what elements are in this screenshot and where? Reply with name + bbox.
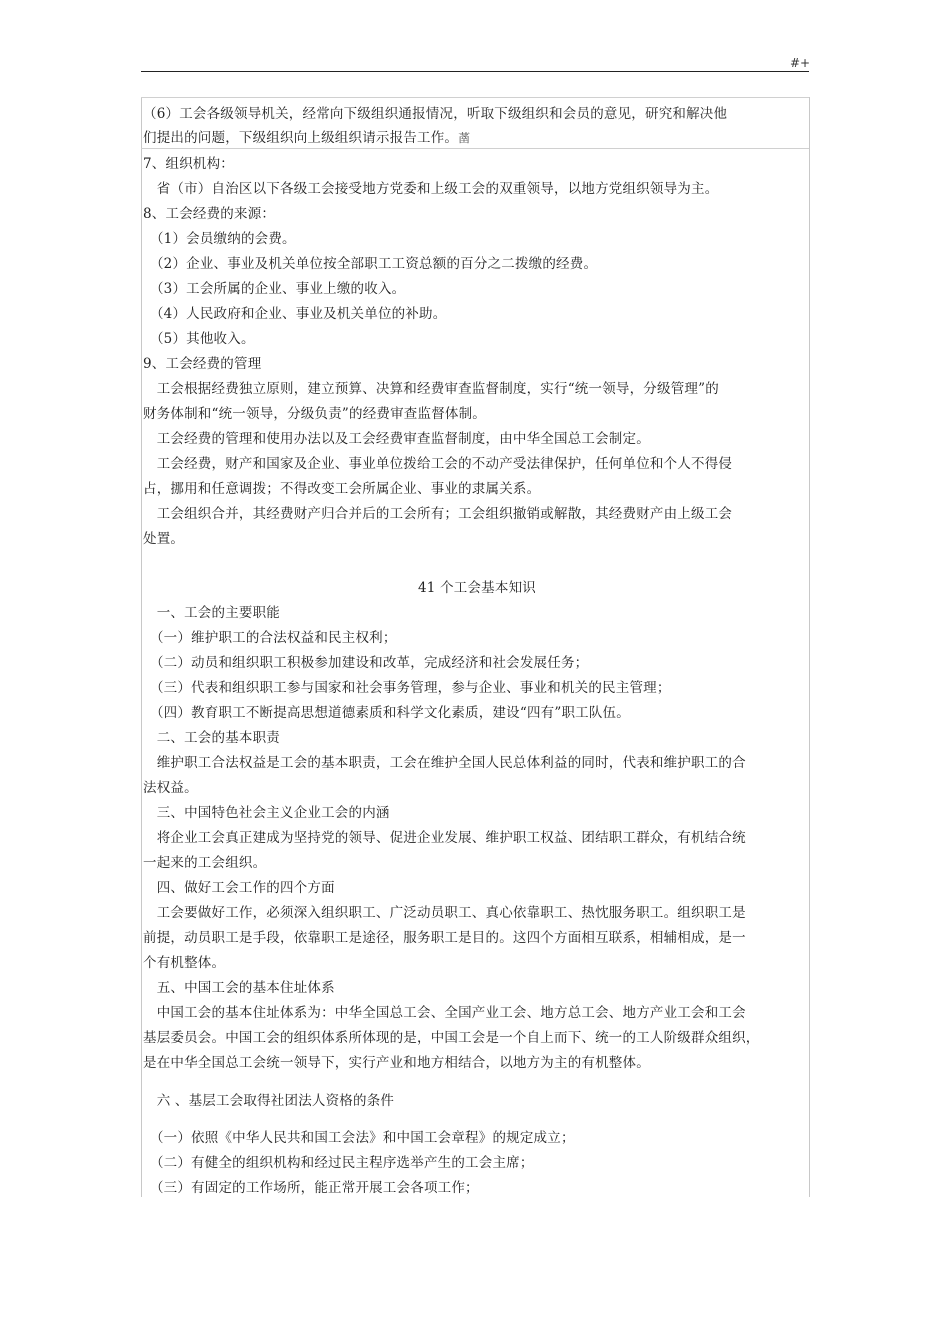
text-line: 一起来的工会组织。	[143, 855, 267, 871]
section-heading: 三、中国特色社会主义企业工会的内涵	[143, 805, 390, 821]
text-line: 中国工会的基本住址体系为：中华全国总工会、全国产业工会、地方总工会、地方产业工会和工会	[143, 1005, 746, 1021]
text-line: 工会经费，财产和国家及企业、事业单位拨给工会的不动产受法律保护，任何单位和个人不得侵	[143, 456, 733, 472]
top-border-line	[141, 97, 809, 98]
list-item: （4）人民政府和企业、事业及机关单位的补助。	[143, 306, 447, 322]
list-item: （1）会员缴纳的会费。	[143, 231, 296, 247]
list-item: （二）有健全的组织机构和经过民主程序选举产生的工会主席；	[143, 1155, 534, 1171]
section-heading: 7、组织机构：	[143, 156, 234, 172]
text-line: 工会组织合并，其经费财产归合并后的工会所有；工会组织撤销或解散，其经费财产由上级工会	[143, 506, 733, 522]
text-line: 是在中华全国总工会统一领导下，实行产业和地方相结合，以地方为主的有机整体。	[143, 1055, 650, 1071]
header-mark: #+	[790, 56, 811, 70]
list-item: （一）依照《中华人民共和国工会法》和中国工会章程》的规定成立；	[143, 1130, 575, 1146]
text-line: 财务体制和“统一领导，分级负责”的经费审查监督体制。	[143, 406, 487, 422]
text-line: 将企业工会真正建成为坚持党的领导、促进企业发展、维护职工权益、团结职工群众，有机结合统	[143, 830, 746, 846]
list-item: （三）代表和组织职工参与国家和社会事务管理，参与企业、事业和机关的民主管理；	[143, 680, 671, 696]
inline-mark-icon: 䓿	[458, 131, 471, 145]
text-line: 们提出的问题，下级组织向上级组织请示报告工作。䓿	[143, 130, 471, 146]
list-item: （2）企业、事业及机关单位按全部职工工资总额的百分之二拨缴的经费。	[143, 256, 598, 272]
text-line: 工会根据经费独立原则，建立预算、决算和经费审查监督制度，实行“统一领导，分级管理”的	[143, 381, 719, 397]
text-line: 省（市）自治区以下各级工会接受地方党委和上级工会的双重领导，以地方党组织领导为主。	[143, 181, 719, 197]
list-item: （3）工会所属的企业、事业上缴的收入。	[143, 281, 406, 297]
left-border-line	[141, 97, 142, 1197]
text-line: 处置。	[143, 531, 185, 547]
list-item: （二）动员和组织职工积极参加建设和改革，完成经济和社会发展任务；	[143, 655, 589, 671]
section-title: 41 个工会基本知识	[418, 580, 536, 596]
section-heading: 一、工会的主要职能	[143, 605, 280, 621]
list-item: （四）教育职工不断提高思想道德素质和科学文化素质，建设“四有”职工队伍。	[143, 705, 630, 721]
list-item: （5）其他收入。	[143, 331, 255, 347]
header-rule	[141, 71, 809, 72]
text-line: 维护职工合法权益是工会的基本职责，工会在维护全国人民总体利益的同时，代表和维护职工的合	[143, 755, 746, 771]
text-line: 个有机整体。	[143, 955, 226, 971]
text-line: 工会要做好工作，必须深入组织职工、广泛动员职工、真心依靠职工、热忱服务职工。组织职工是	[143, 905, 746, 921]
text-line: 前提，动员职工是手段，依靠职工是途径，服务职工是目的。这四个方面相互联系，相辅相成，是一	[143, 930, 746, 946]
row-border-line	[141, 148, 809, 149]
text-line: 基层委员会。中国工会的组织体系所体现的是，中国工会是一个自上而下、统一的工人阶级群众组织，	[143, 1030, 760, 1046]
text-line: 占，挪用和任意调拨；不得改变工会所属企业、事业的隶属关系。	[143, 481, 541, 497]
section-heading: 8、工会经费的来源：	[143, 206, 276, 222]
section-heading: 五、中国工会的基本住址体系	[143, 980, 335, 996]
section-heading: 9、工会经费的管理	[143, 356, 262, 372]
list-item: （一）维护职工的合法权益和民主权利；	[143, 630, 397, 646]
text-line: 工会经费的管理和使用办法以及工会经费审查监督制度，由中华全国总工会制定。	[143, 431, 650, 447]
text-line: 法权益。	[143, 780, 198, 796]
section-heading: 四、做好工会工作的四个方面	[143, 880, 335, 896]
section-heading: 六 、基层工会取得社团法人资格的条件	[143, 1093, 395, 1109]
section-heading: 二、工会的基本职责	[143, 730, 280, 746]
text-line: （6）工会各级领导机关，经常向下级组织通报情况，听取下级组织和会员的意见，研究和解决他	[143, 106, 728, 122]
list-item: （三）有固定的工作场所，能正常开展工会各项工作；	[143, 1180, 479, 1196]
